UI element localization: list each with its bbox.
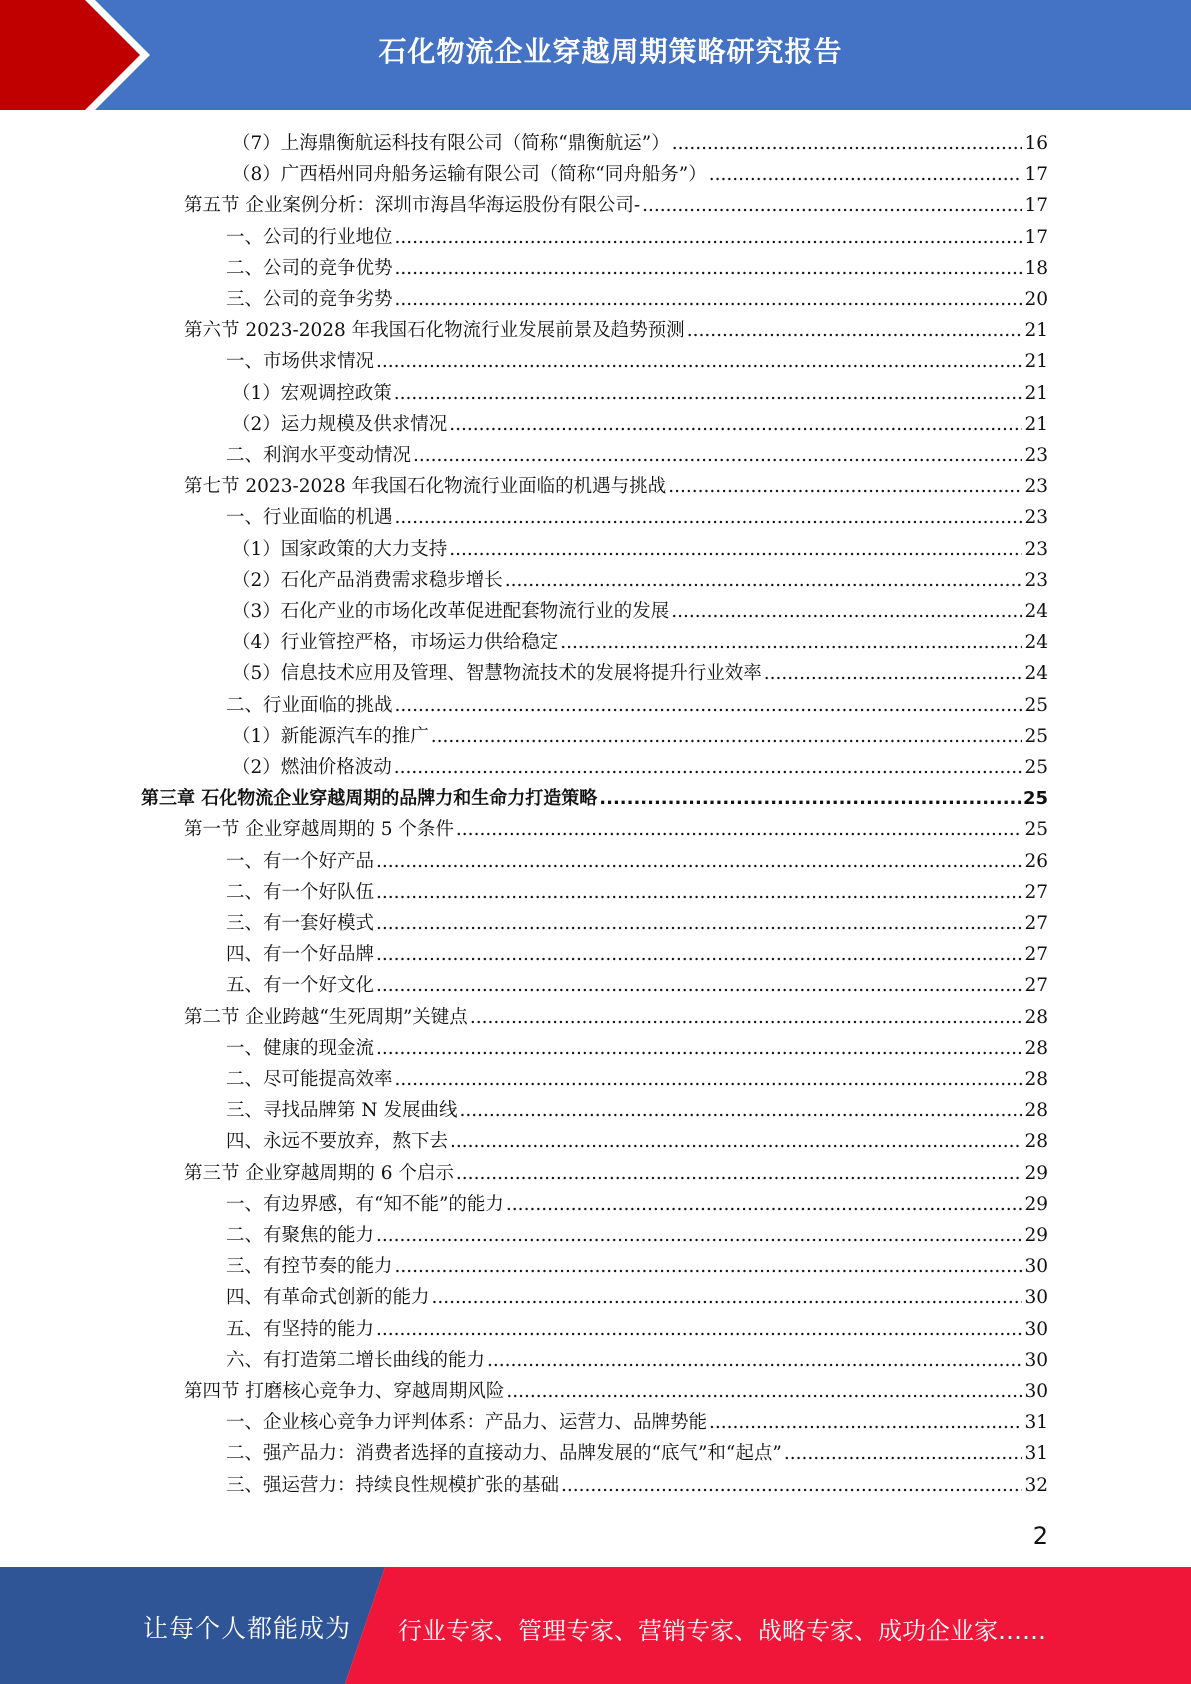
toc-leader-dots	[449, 534, 1022, 565]
toc-entry[interactable]	[226, 1064, 1048, 1095]
toc-entry-page: 30	[1024, 1287, 1048, 1309]
toc-entry-title: 第三章 石化物流企业穿越周期的品牌力和生命力打造策略	[141, 788, 598, 810]
toc-entry[interactable]	[226, 1470, 1048, 1501]
toc-entry-page: 25	[1024, 757, 1048, 778]
toc-entry-page: 28	[1024, 1131, 1048, 1153]
toc-leader-dots	[456, 814, 1023, 845]
toc-leader-dots	[449, 409, 1022, 440]
toc-leader-dots	[560, 627, 1022, 658]
toc-entry-title: 一、公司的行业地位	[226, 226, 393, 248]
toc-entry-title: 二、公司的竞争优势	[226, 257, 393, 279]
toc-entry[interactable]	[232, 159, 1048, 190]
toc-entry-title: 第一节 企业穿越周期的 5 个条件	[184, 819, 454, 841]
toc-entry[interactable]	[226, 1407, 1048, 1438]
toc-entry-page: 27	[1024, 975, 1048, 997]
toc-entry-title: 四、永远不要放弃，熬下去	[226, 1131, 449, 1153]
toc-entry-title: （2）运力规模及供求情况	[232, 413, 448, 435]
toc-entry-page: 24	[1024, 601, 1048, 622]
footer-banner	[0, 1567, 1191, 1684]
toc-leader-dots	[459, 1095, 1022, 1126]
toc-leader-dots	[709, 1407, 1022, 1438]
toc-entry-page: 25	[1024, 819, 1048, 841]
toc-leader-dots	[376, 970, 1022, 1001]
toc-entry-page: 20	[1024, 289, 1048, 310]
toc-entry-title: 第六节 2023-2028 年我国石化物流行业发展前景及趋势预测	[184, 320, 685, 342]
toc-entry-page: 27	[1024, 944, 1048, 966]
toc-entry-page: 30	[1024, 1381, 1048, 1402]
report-title: 石化物流企业穿越周期策略研究报告	[378, 35, 843, 68]
toc-leader-dots	[431, 721, 1023, 752]
toc-entry-title: （4）行业管控严格，市场运力供给稳定	[232, 632, 559, 654]
toc-entry-title: 二、有聚焦的能力	[226, 1225, 375, 1246]
toc-entry[interactable]	[226, 1033, 1048, 1064]
toc-entry-page: 30	[1024, 1318, 1048, 1340]
toc-entry-title: （1）国家政策的大力支持	[232, 538, 448, 560]
toc-leader-dots	[395, 1251, 1023, 1282]
toc-entry-title: 第二节 企业跨越“生死周期”关键点	[184, 1006, 468, 1028]
toc-entry-title: 一、有一个好产品	[226, 850, 375, 872]
toc-leader-dots	[395, 253, 1023, 284]
toc-entry[interactable]	[184, 1158, 1048, 1189]
toc-entry[interactable]	[226, 1251, 1048, 1282]
toc-entry-title: 二、行业面临的挑战	[226, 694, 393, 716]
toc-leader-dots	[376, 877, 1022, 908]
toc-entry[interactable]	[226, 253, 1048, 284]
toc-entry-title: 第七节 2023-2028 年我国石化物流行业面临的机遇与挑战	[184, 476, 667, 498]
toc-entry[interactable]	[232, 128, 1048, 159]
toc-leader-dots	[470, 1002, 1023, 1033]
toc-entry-page: 27	[1024, 881, 1048, 903]
toc-entry[interactable]	[232, 627, 1048, 658]
toc-entry[interactable]	[232, 596, 1048, 627]
toc-entry-page: 30	[1024, 1349, 1048, 1371]
toc-leader-dots	[394, 752, 1023, 783]
toc-leader-dots	[394, 378, 1023, 409]
toc-entry[interactable]	[184, 471, 1048, 502]
toc-leader-dots	[376, 939, 1022, 970]
toc-leader-dots	[599, 783, 1021, 814]
toc-entry[interactable]	[226, 908, 1048, 939]
toc-entry-page: 23	[1024, 569, 1048, 591]
toc-entry-page: 21	[1024, 320, 1048, 342]
toc-entry[interactable]	[226, 1282, 1048, 1313]
toc-entry-title: （1）宏观调控政策	[232, 382, 392, 404]
toc-leader-dots	[376, 1314, 1022, 1345]
toc-entry[interactable]	[184, 190, 1048, 221]
toc-leader-dots	[764, 658, 1023, 689]
toc-entry-title: 三、有控节奏的能力	[226, 1256, 393, 1278]
toc-entry-title: （7）上海鼎衡航运科技有限公司（简称“鼎衡航运”）	[232, 133, 670, 154]
toc-entry-page: 25	[1024, 725, 1048, 747]
toc-entry[interactable]	[184, 1002, 1048, 1033]
toc-entry-page: 25	[1024, 694, 1048, 716]
toc-entry[interactable]	[232, 534, 1048, 565]
toc-entry-page: 23	[1024, 476, 1048, 498]
toc-leader-dots	[376, 846, 1022, 877]
toc-leader-dots	[413, 440, 1022, 471]
toc-entry[interactable]	[226, 1438, 1048, 1469]
toc-entry-page: 28	[1024, 1037, 1048, 1059]
toc-entry-title: 第五节 企业案例分析：深圳市海昌华海运股份有限公司-	[184, 195, 641, 217]
toc-entry-title: 四、有革命式创新的能力	[226, 1287, 430, 1309]
toc-entry-page: 29	[1024, 1225, 1048, 1246]
toc-entry-title: 三、公司的竞争劣势	[226, 289, 393, 310]
toc-entry-page: 31	[1024, 1412, 1048, 1434]
toc-entry-page: 28	[1024, 1069, 1048, 1090]
toc-entry-page: 24	[1024, 663, 1048, 685]
toc-entry[interactable]	[226, 1126, 1048, 1157]
toc-leader-dots	[395, 502, 1023, 533]
toc-entry[interactable]	[232, 752, 1048, 783]
toc-entry[interactable]	[226, 1095, 1048, 1126]
toc-entry[interactable]	[226, 1345, 1048, 1376]
toc-entry-title: 三、有一套好模式	[226, 913, 375, 934]
toc-entry[interactable]	[184, 315, 1048, 346]
toc-entry-page: 24	[1024, 632, 1048, 654]
toc-entry-page: 30	[1024, 1256, 1048, 1278]
toc-entry-page: 18	[1024, 257, 1048, 279]
toc-entry[interactable]	[232, 721, 1048, 752]
toc-entry-title: 第四节 打磨核心竞争力、穿越周期风险	[184, 1381, 505, 1402]
footer-slogan-left: 让每个人都能成为	[143, 1614, 352, 1643]
toc-entry-page: 23	[1024, 445, 1048, 466]
toc-entry-title: 一、行业面临的机遇	[226, 507, 393, 529]
toc-entry[interactable]	[226, 440, 1048, 471]
toc-leader-dots	[456, 1158, 1023, 1189]
toc-entry-title: 二、有一个好队伍	[226, 881, 375, 903]
toc-entry-page: 16	[1024, 133, 1048, 154]
toc-entry-title: 一、有边界感，有“知不能”的能力	[226, 1193, 504, 1215]
toc-entry-title: 五、有坚持的能力	[226, 1318, 375, 1340]
toc-entry[interactable]	[226, 346, 1048, 377]
toc-entry[interactable]	[226, 846, 1048, 877]
toc-entry-page: 29	[1024, 1162, 1048, 1184]
toc-entry[interactable]	[184, 814, 1048, 845]
header-banner	[0, 0, 1191, 110]
toc-entry-page: 21	[1024, 382, 1048, 404]
toc-leader-dots	[395, 222, 1023, 253]
toc-entry-page: 28	[1024, 1100, 1048, 1122]
toc-entry[interactable]	[226, 690, 1048, 721]
toc-entry[interactable]	[226, 877, 1048, 908]
toc-leader-dots	[487, 1345, 1022, 1376]
toc-leader-dots	[395, 284, 1023, 315]
toc-leader-dots	[395, 1064, 1023, 1095]
toc-entry[interactable]	[232, 378, 1048, 409]
toc-entry-page: 23	[1024, 507, 1048, 529]
toc-entry-title: 一、市场供求情况	[226, 351, 375, 373]
toc-entry-title: 四、有一个好品牌	[226, 944, 375, 966]
toc-entry-title: 三、寻找品牌第 N 发展曲线	[226, 1100, 458, 1122]
toc-entry-title: （5）信息技术应用及管理、智慧物流技术的发展将提升行业效率	[232, 663, 762, 685]
toc-entry[interactable]	[226, 502, 1048, 533]
toc-leader-dots	[376, 1033, 1022, 1064]
toc-entry-page: 26	[1024, 850, 1048, 872]
toc-entry-title: 一、企业核心竞争力评判体系：产品力、运营力、品牌势能	[226, 1412, 708, 1434]
toc-leader-dots	[672, 128, 1023, 159]
toc-leader-dots	[561, 1470, 1022, 1501]
page-number: 2	[1032, 1522, 1048, 1550]
footer-slogan-right: 行业专家、管理专家、营销专家、战略专家、成功企业家……	[398, 1617, 1046, 1645]
toc-entry-title: 一、健康的现金流	[226, 1037, 375, 1059]
toc-entry-page: 23	[1024, 538, 1048, 560]
toc-entry-title: 三、强运营力：持续良性规模扩张的基础	[226, 1474, 560, 1496]
toc-leader-dots	[687, 315, 1023, 346]
toc-entry[interactable]	[232, 409, 1048, 440]
toc-entry-page: 17	[1024, 226, 1048, 248]
toc-leader-dots	[450, 1126, 1022, 1157]
toc-entry-page: 27	[1024, 913, 1048, 934]
toc-leader-dots	[709, 159, 1023, 190]
toc-entry-title: （2）燃油价格波动	[232, 757, 392, 778]
toc-entry-page: 32	[1024, 1474, 1048, 1496]
toc-entry[interactable]	[226, 1220, 1048, 1251]
toc-entry-page: 29	[1024, 1193, 1048, 1215]
toc-leader-dots	[642, 190, 1022, 221]
toc-entry[interactable]	[226, 222, 1048, 253]
toc-leader-dots	[376, 1220, 1022, 1251]
toc-entry[interactable]	[226, 1314, 1048, 1345]
toc-entry-title: 六、有打造第二增长曲线的能力	[226, 1349, 486, 1371]
toc-leader-dots	[432, 1282, 1023, 1313]
toc-entry-title: （2）石化产品消费需求稳步增长	[232, 569, 503, 591]
toc-entry[interactable]	[141, 783, 1048, 814]
toc-entry-title: （3）石化产业的市场化改革促进配套物流行业的发展	[232, 601, 670, 622]
toc-entry-title: 二、强产品力：消费者选择的直接动力、品牌发展的“底气”和“起点”	[226, 1443, 782, 1465]
toc-leader-dots	[376, 346, 1022, 377]
toc-entry[interactable]	[226, 939, 1048, 970]
toc-leader-dots	[668, 471, 1022, 502]
toc-entry-page: 17	[1024, 164, 1048, 186]
toc-entry-page: 28	[1024, 1006, 1048, 1028]
toc-entry-page: 21	[1024, 413, 1048, 435]
toc-entry-page: 17	[1024, 195, 1048, 217]
toc-entry-page: 25	[1022, 788, 1048, 810]
toc-entry[interactable]	[232, 565, 1048, 596]
toc-entry[interactable]	[226, 284, 1048, 315]
toc-entry-title: （1）新能源汽车的推广	[232, 725, 429, 747]
toc-leader-dots	[671, 596, 1022, 627]
toc-leader-dots	[505, 565, 1023, 596]
toc-entry-title: 二、尽可能提高效率	[226, 1069, 393, 1090]
toc-leader-dots	[506, 1189, 1023, 1220]
toc-leader-dots	[506, 1376, 1022, 1407]
toc-entry-page: 21	[1024, 351, 1048, 373]
toc-entry[interactable]	[226, 970, 1048, 1001]
toc-entry-title: （8）广西梧州同舟船务运输有限公司（简称“同舟船务”）	[232, 164, 707, 186]
toc-entry[interactable]	[184, 1376, 1048, 1407]
toc-leader-dots	[784, 1438, 1023, 1469]
toc-leader-dots	[395, 690, 1023, 721]
toc-entry-page: 31	[1024, 1443, 1048, 1465]
toc-entry[interactable]	[232, 658, 1048, 689]
toc-entry-title: 二、利润水平变动情况	[226, 445, 412, 466]
toc-entry-title: 第三节 企业穿越周期的 6 个启示	[184, 1162, 454, 1184]
toc-entry-title: 五、有一个好文化	[226, 975, 375, 997]
toc-entry[interactable]	[226, 1189, 1048, 1220]
toc-leader-dots	[376, 908, 1022, 939]
